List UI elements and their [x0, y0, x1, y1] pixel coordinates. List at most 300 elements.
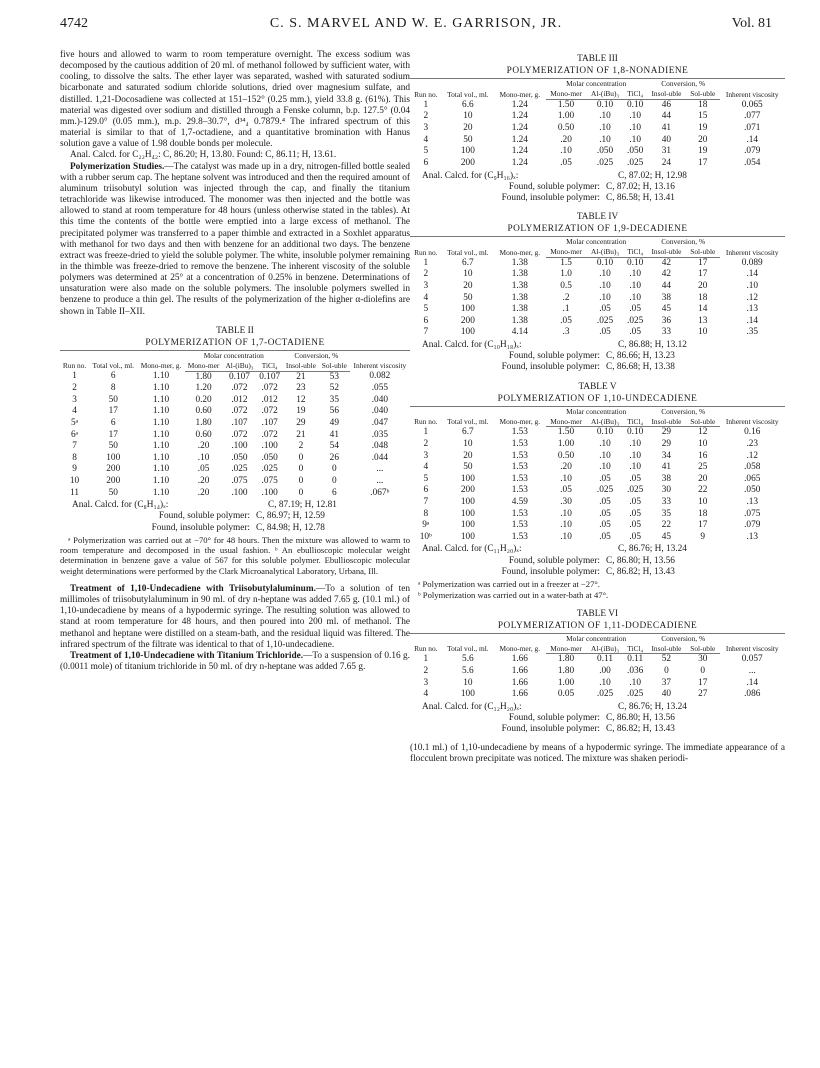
table-cell: .23 — [746, 439, 759, 449]
data-table — [410, 406, 785, 544]
data-table — [410, 78, 785, 169]
titanium-trichloride-text: —To a suspension of 0.16 g. (0.0011 mole) of titanium trichloride in 50 ml. of dry n-heptane was added 7.65 g. — [60, 650, 410, 673]
table-cell: 6.6 — [462, 99, 474, 110]
table-cell: 10 — [698, 439, 708, 449]
table-cell: .025 — [627, 315, 644, 326]
section-heading-triisobutylaluminum: Treatment of 1,10-Undecadiene with Triisobutylaluminum. — [70, 584, 316, 595]
header-conversion: Conversion, % — [661, 633, 706, 643]
table-cell: .10 — [629, 111, 641, 122]
table-row — [410, 327, 785, 339]
page-header — [60, 16, 772, 38]
table-cell: 5.6 — [462, 654, 474, 665]
table-cell: .025 — [231, 464, 248, 475]
table-iv — [410, 212, 785, 374]
table-cell: 20 — [698, 281, 708, 292]
table-cell: .05 — [560, 157, 572, 168]
table-cell: 4 — [423, 292, 429, 303]
running-title: C. S. MARVEL AND W. E. GARRISON, JR. — [269, 16, 563, 31]
analysis-value: C, 86.68; H, 13.38 — [606, 362, 675, 373]
table-cell: .025 — [596, 485, 614, 496]
table-cell: .050 — [596, 146, 614, 157]
table-cell: .025 — [596, 315, 614, 326]
table-cell: 5 — [423, 146, 429, 157]
data-table — [410, 633, 785, 701]
analysis-row — [60, 511, 410, 522]
table-cell: .05 — [560, 315, 572, 326]
table-cell: .10 — [629, 269, 641, 280]
table-cell: 1.10 — [152, 383, 170, 394]
table-cell: .079 — [744, 146, 761, 157]
table-cell: 1.53 — [511, 520, 528, 531]
table-cell: .14 — [746, 315, 759, 326]
table-cell: 0.11 — [597, 654, 613, 665]
analysis-value: C, 86.76; H, 13.24 — [618, 544, 687, 555]
table-cell: 0.089 — [741, 257, 763, 268]
table-cell: 0 — [298, 476, 304, 487]
table-cell: 6 — [423, 485, 429, 496]
header-monomer-g: Mono-mer, g. — [499, 247, 541, 257]
table-cell: 0.60 — [195, 406, 212, 417]
table-cell: 0.057 — [741, 654, 763, 665]
table-cell: .075 — [231, 476, 248, 487]
table-cell: .050 — [744, 485, 761, 496]
table-cell: 8 — [72, 452, 77, 463]
table-cell: 1.20 — [195, 383, 212, 394]
table-cell: .12 — [746, 450, 759, 461]
table-cell: 22 — [698, 485, 708, 496]
table-cell: .10 — [599, 677, 611, 688]
table-cell: .047 — [371, 418, 388, 429]
table-row — [410, 135, 785, 147]
table-cell: 5.6 — [462, 666, 474, 677]
table-cell: .044 — [371, 452, 388, 463]
analysis-block — [60, 500, 410, 533]
table-cell: 1.10 — [152, 441, 170, 452]
table-row — [60, 464, 410, 476]
analysis-value: C, 86.97; H, 12.59 — [256, 511, 325, 522]
paragraph-triisobutylaluminum — [60, 584, 410, 651]
table-cell: 10 — [698, 497, 708, 508]
table-cell: 16 — [698, 450, 708, 461]
table-cell: .012 — [261, 394, 278, 405]
table-title: POLYMERIZATION OF 1,9-DECADIENE — [507, 224, 688, 235]
table-cell: 1.10 — [152, 476, 170, 487]
table-cell: 2 — [423, 666, 429, 677]
table-cell: ... — [376, 464, 384, 475]
table-footnote: ᵇ Polymerization was carried out in a water-bath at 47°. — [418, 590, 609, 601]
header-monomer-mer: Mono-mer — [546, 247, 587, 257]
analysis-label: Found, soluble polymer: — [508, 351, 600, 362]
table-cell: 0.50 — [557, 123, 575, 134]
table-cell: 50 — [108, 441, 118, 452]
table-cell: .050 — [231, 452, 248, 463]
table-cell: 21 — [296, 429, 306, 440]
table-cell: 1.80 — [195, 371, 212, 382]
paragraph-polymerization — [60, 162, 410, 318]
table-cell: .05 — [629, 531, 641, 542]
table-cell: 1.66 — [511, 689, 528, 700]
table-cell: .072 — [231, 406, 248, 417]
analysis-row — [410, 556, 785, 567]
table-cell: .10 — [629, 281, 641, 292]
header-conversion: Conversion, % — [661, 406, 706, 416]
table-row — [410, 654, 785, 666]
header-insoluble: Insol-uble — [647, 644, 686, 654]
table-cell: .100 — [231, 441, 248, 452]
table-cell: 1.53 — [511, 508, 528, 519]
table-cell: 17 — [698, 677, 708, 688]
table-cell: 10 — [463, 111, 473, 122]
table-cell: .05 — [197, 464, 210, 475]
table-cell: 29 — [661, 427, 672, 438]
table-cell: 0.107 — [259, 371, 281, 382]
analysis-value: C, 86.82; H, 13.43 — [606, 724, 675, 735]
table-row — [410, 123, 785, 135]
table-row — [410, 532, 785, 544]
analysis-value: C, 86.66; H, 13.23 — [606, 351, 675, 362]
analysis-label: Found, insoluble polymer: — [501, 724, 600, 735]
table-cell: .10 — [629, 134, 641, 145]
table-cell: .20 — [197, 487, 210, 498]
analysis-row — [60, 500, 410, 511]
table-cell: .075 — [261, 476, 278, 487]
table-cell: 37 — [661, 677, 672, 688]
table-cell: .10 — [599, 450, 611, 461]
table-cell: 5ᵃ — [70, 418, 79, 429]
left-column — [60, 50, 410, 673]
table-row — [410, 293, 785, 305]
header-soluble: Sol-uble — [319, 361, 350, 371]
table-cell: 0.5 — [560, 281, 572, 292]
table-cell: .10 — [560, 473, 572, 484]
table-cell: .100 — [261, 487, 278, 498]
table-cell: 100 — [460, 508, 475, 519]
table-cell: 49 — [329, 418, 339, 429]
table-cell: 8 — [423, 508, 429, 519]
table-row — [410, 111, 785, 123]
table-cell: 50 — [463, 134, 473, 145]
data-table — [60, 350, 410, 499]
table-cell: .100 — [261, 441, 278, 452]
table-cell: 4 — [72, 406, 77, 417]
table-row — [410, 678, 785, 690]
right-column — [410, 54, 785, 766]
table-cell: .012 — [231, 394, 248, 405]
table-cell: .20 — [197, 476, 210, 487]
table-cell: 0.10 — [596, 257, 614, 268]
table-cell: 1 — [423, 654, 429, 665]
table-cell: .071 — [744, 123, 761, 134]
table-cell: 1.38 — [511, 257, 528, 268]
table-ii — [60, 326, 410, 576]
analysis-label: Found, insoluble polymer: — [151, 522, 250, 533]
header-conversion: Conversion, % — [661, 237, 706, 247]
table-cell: .048 — [371, 441, 388, 452]
table-cell: .13 — [746, 304, 759, 315]
table-cell: .040 — [371, 394, 388, 405]
table-cell: 0.10 — [596, 427, 614, 438]
header-molar-concentration: Molar concentration — [566, 79, 627, 89]
analysis-value: C, 86.80; H, 13.56 — [606, 555, 675, 566]
table-cell: 6 — [423, 157, 429, 168]
table-cell: ... — [748, 666, 756, 677]
table-cell: 42 — [661, 257, 672, 268]
table-cell: 1.50 — [557, 427, 575, 438]
table-cell: .10 — [629, 292, 641, 303]
volume-label: Vol. 81 — [731, 16, 772, 31]
analysis-label: Found, soluble polymer: — [508, 713, 600, 724]
table-cell: 6 — [110, 371, 116, 382]
table-cell: 1.38 — [511, 269, 528, 280]
table-cell: .00 — [599, 666, 611, 677]
table-title: POLYMERIZATION OF 1,10-UNDECADIENE — [497, 393, 698, 404]
table-cell: 44 — [661, 281, 672, 292]
table-row — [60, 395, 410, 407]
table-row — [410, 257, 785, 269]
analysis-block — [410, 702, 785, 735]
table-cell: 1 — [423, 257, 429, 268]
table-label: TABLE III — [577, 54, 618, 64]
table-cell: .05 — [629, 473, 641, 484]
table-cell: .025 — [261, 464, 278, 475]
table-cell: .05 — [599, 473, 611, 484]
table-cell: 0.60 — [195, 429, 212, 440]
table-cell: 38 — [661, 292, 672, 303]
header-inherent-viscosity: Inherent viscosity — [353, 361, 407, 371]
table-cell: 9ᵃ — [422, 520, 430, 531]
table-row — [60, 430, 410, 442]
table-cell: 36 — [661, 315, 672, 326]
header-ticl4: TiCl₄ — [623, 644, 646, 654]
analysis-label: Found, soluble polymer: — [158, 511, 250, 522]
table-cell: 19 — [296, 406, 306, 417]
table-footnote: ᵃ Polymerization was carried out at −70° for 48 hours. Then the mixture was allowed to warm to room temperature and decomposed in the usual fashion. ᵇ An ebullioscopic molecular weight determination in benzene gave a value of 567 for this soluble polymer. Ebullioscopic molecular weight determinations were performed by the Clark Microanalytical Laboratory, Urbana, Ill. — [60, 534, 410, 576]
header-ticl4: TiCl₄ — [623, 89, 646, 99]
table-cell: 100 — [460, 497, 475, 508]
table-cell: 50 — [463, 462, 473, 473]
table-cell: .025 — [627, 689, 644, 700]
table-cell: 1.66 — [511, 666, 528, 677]
table-row — [410, 269, 785, 281]
table-cell: 1.10 — [152, 394, 170, 405]
table-cell: .058 — [744, 462, 761, 473]
table-cell: .35 — [746, 327, 759, 338]
table-cell: .025 — [627, 157, 644, 168]
table-cell: 5 — [423, 304, 429, 315]
table-cell: 100 — [460, 531, 475, 542]
table-row — [60, 453, 410, 465]
paragraph-synthesis: five hours and allowed to warm to room temperature overnight. The excess sodium was decomposed by the cautious addition of 20 ml. of methanol followed by sufficient water, with cooling, to dissolve the salts. The ether layer was separated, washed with saturated sodium bicarbonate and saturated sodium chloride solutions, dried over magnesium sulfate, and distilled. 1,21-Docosadiene was collected at 151–152° (0.25 mm.), yield 33.8 g. (61%). This material was digested over sodium and distilled through a Fenske column, b.p. 127.5° (0.04 mm.)-129.0° (0.05 mm.), m.p. 29.8–30.7°, d³⁴₄ 0.7879.⁴ The infrared spectrum of this material is similar to that of 1,7-octadiene, and a quantitative bromination with Hanus solution gave a value of 1.98 double bonds per molecule. — [60, 50, 410, 150]
table-cell: 9 — [700, 531, 706, 542]
section-heading-titanium-trichloride: Treatment of 1,10-Undecadiene with Titanium Trichloride. — [70, 650, 304, 661]
table-cell: 7 — [72, 441, 77, 452]
table-cell: .2 — [562, 292, 570, 303]
table-cell: 2 — [72, 383, 77, 394]
table-cell: 44 — [661, 111, 672, 122]
table-cell: 1 — [423, 427, 429, 438]
table-cell: .086 — [744, 689, 761, 700]
table-cell: 46 — [661, 99, 672, 110]
table-row — [410, 509, 785, 521]
table-cell: .025 — [596, 689, 614, 700]
header-molar-concentration: Molar concentration — [566, 237, 627, 247]
table-cell: 41 — [329, 429, 339, 440]
table-cell: 1.80 — [557, 666, 575, 677]
page-number: 4742 — [60, 16, 88, 31]
table-cell: 1.00 — [557, 439, 575, 449]
table-row — [410, 451, 785, 463]
header-al-ibu3: Al-(iBu)₃ — [587, 417, 624, 427]
table-row — [60, 418, 410, 430]
table-cell: .10 — [599, 462, 611, 473]
table-title: POLYMERIZATION OF 1,11-DODECADIENE — [497, 620, 698, 631]
table-cell: .10 — [599, 134, 611, 145]
analysis-value: C, 87.02; H, 13.16 — [606, 181, 675, 192]
header-run-no: Run no. — [414, 644, 438, 654]
table-cell: 20 — [698, 473, 708, 484]
table-cell: 1.10 — [152, 452, 170, 463]
table-cell: 0 — [700, 666, 706, 677]
table-cell: 26 — [329, 452, 339, 463]
table-cell: 25 — [698, 462, 708, 473]
table-row — [410, 497, 785, 509]
analysis-row — [410, 171, 785, 182]
analysis-row — [410, 544, 785, 555]
table-cell: 4 — [423, 689, 429, 700]
table-cell: 3 — [423, 123, 429, 134]
table-cell: 0.10 — [596, 99, 614, 110]
analysis-label: Anal. Calcd. for (C₁₀H₁₈)ₓ: — [422, 340, 522, 351]
table-cell: 53 — [329, 371, 339, 382]
table-cell: 1.24 — [511, 99, 528, 110]
table-cell: 200 — [106, 464, 121, 475]
table-cell: 21 — [296, 371, 306, 382]
table-cell: .05 — [629, 497, 641, 508]
table-cell: 20 — [463, 123, 473, 134]
table-row — [410, 99, 785, 111]
table-cell: 17 — [698, 269, 708, 280]
analysis-value: C, 87.02; H, 12.98 — [618, 170, 687, 181]
table-cell: .10 — [629, 450, 641, 461]
table-cell: 1.00 — [557, 677, 575, 688]
table-cell: 40 — [661, 689, 672, 700]
table-cell: .14 — [746, 677, 759, 688]
table-cell: 1.5 — [560, 257, 572, 268]
analysis-row — [60, 523, 410, 534]
table-cell: 1.53 — [511, 439, 528, 449]
header-conversion: Conversion, % — [661, 79, 706, 89]
analysis-row — [410, 340, 785, 351]
table-cell: .100 — [231, 487, 248, 498]
table-cell: .12 — [746, 292, 759, 303]
table-cell: .10 — [599, 269, 611, 280]
table-cell: .040 — [371, 406, 388, 417]
table-cell: 24 — [661, 157, 672, 168]
header-al-ibu3: Al-(iBu)₃ — [587, 644, 624, 654]
analysis-block — [410, 340, 785, 373]
table-cell: 100 — [460, 304, 475, 315]
header-insoluble: Insol-uble — [647, 89, 686, 99]
table-cell: 0.082 — [369, 371, 391, 382]
table-cell: 2 — [298, 441, 304, 452]
table-cell: 0.10 — [627, 99, 644, 110]
table-label: TABLE VI — [576, 608, 619, 619]
table-cell: 0.20 — [195, 394, 212, 405]
table-cell: .072 — [231, 429, 248, 440]
table-label: TABLE IV — [576, 211, 619, 222]
header-al-ibu3: Al-(iBu)₃ — [222, 361, 256, 371]
table-cell: 1.24 — [511, 134, 528, 145]
header-total-vol: Total vol., ml. — [447, 417, 489, 427]
table-cell: 1.38 — [511, 304, 528, 315]
table-cell: 0 — [332, 476, 337, 487]
analysis-value: C, 84.98; H, 12.78 — [256, 522, 325, 533]
table-cell: .05 — [560, 485, 572, 496]
table-cell: .036 — [627, 666, 644, 677]
header-molar-concentration: Molar concentration — [566, 406, 627, 416]
table-cell: .10 — [560, 531, 572, 542]
table-cell: 1.53 — [511, 427, 528, 438]
table-cell: 1.53 — [511, 462, 528, 473]
table-cell: 100 — [106, 452, 121, 463]
analysis-row — [410, 362, 785, 373]
analysis-row — [410, 193, 785, 204]
header-ticl4: TiCl₄ — [623, 247, 646, 257]
table-cell: 1.38 — [511, 315, 528, 326]
table-row — [410, 689, 785, 701]
table-cell: 0 — [332, 464, 337, 475]
table-cell: 0.10 — [627, 257, 644, 268]
header-insoluble: Insol-uble — [647, 247, 686, 257]
table-row — [410, 304, 785, 316]
table-row — [410, 485, 785, 497]
table-row — [60, 441, 410, 453]
header-insoluble: Insol-uble — [283, 361, 319, 371]
table-cell: 10 — [463, 439, 473, 449]
table-label: TABLE II — [216, 325, 254, 336]
table-row — [410, 316, 785, 328]
table-cell: 1.00 — [557, 111, 575, 122]
table-cell: .05 — [599, 497, 611, 508]
table-cell: .10 — [746, 281, 759, 292]
table-cell: 17 — [108, 429, 118, 440]
header-total-vol: Total vol., ml. — [447, 644, 489, 654]
table-cell: 23 — [296, 383, 306, 394]
table-cell: 14 — [698, 304, 708, 315]
analysis-value: C, 86.82; H, 13.43 — [606, 566, 675, 577]
header-inherent-viscosity: Inherent viscosity — [725, 247, 779, 257]
table-cell: 56 — [329, 406, 339, 417]
header-soluble: Sol-uble — [686, 644, 719, 654]
table-cell: .20 — [560, 462, 572, 473]
header-inherent-viscosity: Inherent viscosity — [725, 644, 779, 654]
table-cell: 33 — [661, 327, 672, 338]
header-molar-concentration: Molar concentration — [566, 633, 627, 643]
table-cell: 1.38 — [511, 281, 528, 292]
header-molar-concentration: Molar concentration — [203, 351, 264, 361]
table-cell: .30 — [560, 497, 572, 508]
header-ticl4: TiCl₄ — [623, 417, 646, 427]
table-cell: 20 — [698, 134, 708, 145]
table-cell: .05 — [599, 304, 611, 315]
table-cell: 6ᵃ — [70, 429, 79, 440]
analysis-label: Found, soluble polymer: — [508, 555, 600, 566]
table-cell: 41 — [661, 462, 672, 473]
table-row — [410, 666, 785, 678]
header-monomer-mer: Mono-mer — [185, 361, 223, 371]
table-cell: .10 — [629, 439, 641, 449]
header-total-vol: Total vol., ml. — [447, 89, 489, 99]
